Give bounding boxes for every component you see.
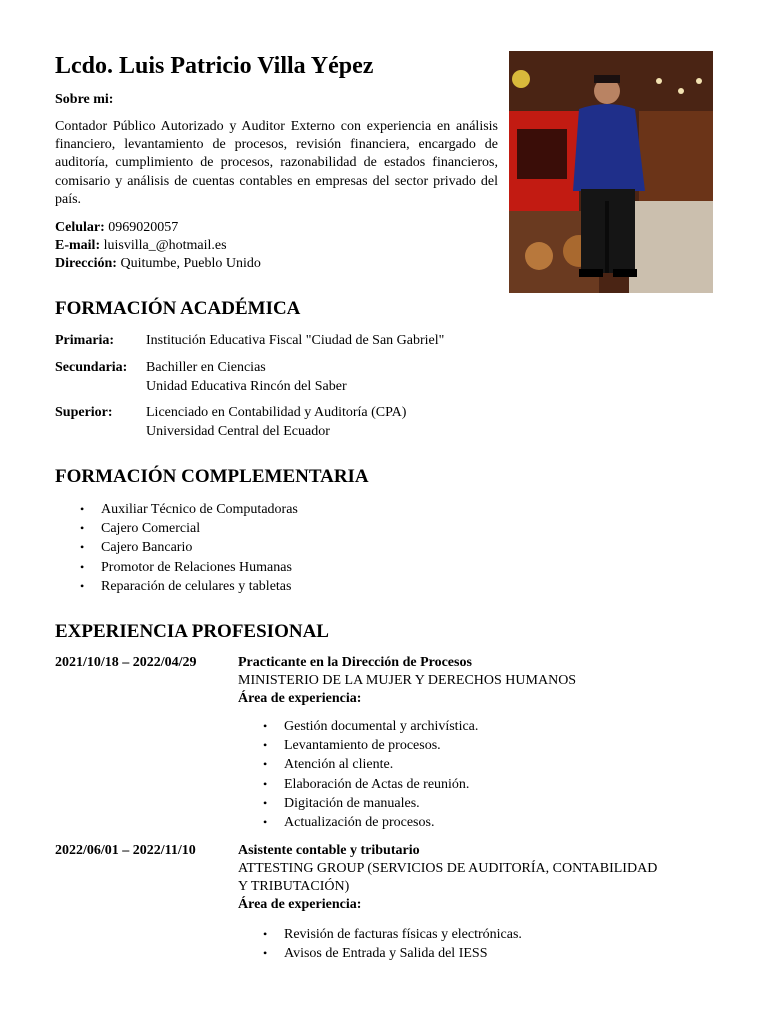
list-item-text: Promotor de Relaciones Humanas (101, 559, 292, 575)
education-title: FORMACIÓN ACADÉMICA (55, 298, 301, 319)
list-item (80, 500, 298, 519)
bullet-icon: • (80, 521, 85, 536)
list-item (263, 925, 522, 944)
education-value (146, 359, 596, 396)
phone-value: 0969020057 (104, 220, 179, 235)
about-heading: Sobre mi: (55, 92, 114, 107)
education-line: Bachiller en Ciencias (146, 360, 266, 375)
phone-label: Celular: (55, 220, 105, 235)
job-task-list (263, 925, 522, 963)
list-item (263, 944, 522, 963)
list-item (80, 577, 298, 596)
job-organization: MINISTERIO DE LA MUJER Y DERECHOS HUMANOS (238, 673, 577, 688)
bullet-icon: • (263, 738, 268, 753)
list-item-text: Atención al cliente. (284, 757, 394, 773)
education-value (146, 404, 596, 441)
email-value: luisvilla_@hotmail.es (100, 238, 227, 253)
job-role: Asistente contable y tributario (238, 843, 420, 858)
list-item (263, 755, 478, 774)
list-item-text: Cajero Bancario (101, 540, 193, 556)
list-item (263, 794, 478, 813)
education-line: Universidad Central del Ecuador (146, 423, 330, 439)
education-label: Superior: (55, 405, 113, 420)
job-area-label: Área de experiencia: (238, 691, 362, 706)
education-label: Secundaria: (55, 360, 128, 375)
list-item (263, 813, 478, 832)
about-text: Contador Público Autorizado y Auditor Externo con experiencia en análisis financiero, levantamiento de procesos, revisión financiera, encargado de auditoría, cumplimiento de procesos, razonabilidad de estados financieros, comisario y análisis de cuentas contables en empresas del sector privado del país. (55, 119, 498, 207)
list-item-text: Reparación de celulares y tabletas (101, 578, 292, 594)
person-name: Lcdo. Luis Patricio Villa Yépez (55, 53, 374, 79)
bullet-icon: • (263, 927, 268, 941)
contact-block (55, 219, 261, 273)
list-item-text: Cajero Comercial (101, 521, 201, 537)
complementary-list (80, 500, 298, 596)
list-item-text: Auxiliar Técnico de Computadoras (101, 502, 298, 517)
bullet-icon: • (80, 540, 85, 555)
bullet-icon: • (263, 719, 268, 733)
list-item (80, 558, 298, 577)
job-entry (238, 654, 713, 708)
bullet-icon: • (263, 815, 268, 830)
contact-email (55, 237, 261, 255)
education-line: Unidad Educativa Rincón del Saber (146, 378, 347, 394)
contact-phone (55, 219, 261, 237)
bullet-icon: • (263, 795, 268, 810)
address-label: Dirección: (55, 256, 117, 271)
list-item-text: Elaboración de Actas de reunión. (284, 776, 470, 792)
job-area-label: Área de experiencia: (238, 897, 362, 912)
list-item-text: Revisión de facturas físicas y electrónicas. (284, 927, 522, 942)
bullet-icon: • (80, 559, 85, 574)
education-value (146, 332, 596, 351)
list-item-text: Avisos de Entrada y Salida del IESS (284, 946, 488, 962)
email-label: E-mail: (55, 238, 101, 253)
job-dates: 2021/10/18 – 2022/04/29 (55, 655, 197, 670)
profile-photo (509, 51, 713, 293)
job-entry (238, 842, 713, 914)
bullet-icon: • (80, 502, 85, 516)
list-item-text: Actualización de procesos. (284, 815, 435, 831)
education-line: Institución Educativa Fiscal "Ciudad de San Gabriel" (146, 333, 445, 348)
job-organization: ATTESTING GROUP (SERVICIOS DE AUDITORÍA, CONTABILIDAD (238, 861, 658, 876)
list-item (263, 717, 479, 736)
list-item-text: Digitación de manuales. (284, 795, 420, 811)
bullet-icon: • (263, 776, 268, 791)
job-task-list (263, 717, 479, 832)
bullet-icon: • (80, 578, 85, 593)
complementary-title: FORMACIÓN COMPLEMENTARIA (55, 466, 369, 487)
experience-title: EXPERIENCIA PROFESIONAL (55, 621, 329, 642)
address-value: Quitumbe, Pueblo Unido (116, 256, 261, 271)
list-item-text: Gestión documental y archivística. (284, 719, 479, 734)
list-item-text: Levantamiento de procesos. (284, 738, 441, 754)
job-role: Practicante en la Dirección de Procesos (238, 655, 472, 670)
job-dates: 2022/06/01 – 2022/11/10 (55, 843, 196, 858)
list-item (263, 736, 478, 755)
bullet-icon: • (263, 757, 268, 772)
education-label: Primaria: (55, 333, 115, 348)
education-line: Licenciado en Contabilidad y Auditoría (CPA) (146, 405, 407, 420)
list-item (80, 538, 298, 557)
list-item (80, 519, 298, 538)
list-item (263, 775, 478, 794)
bullet-icon: • (263, 946, 268, 961)
contact-address (55, 255, 261, 273)
job-organization: Y TRIBUTACIÓN) (238, 879, 350, 894)
profile-photo-illustration (509, 51, 713, 293)
